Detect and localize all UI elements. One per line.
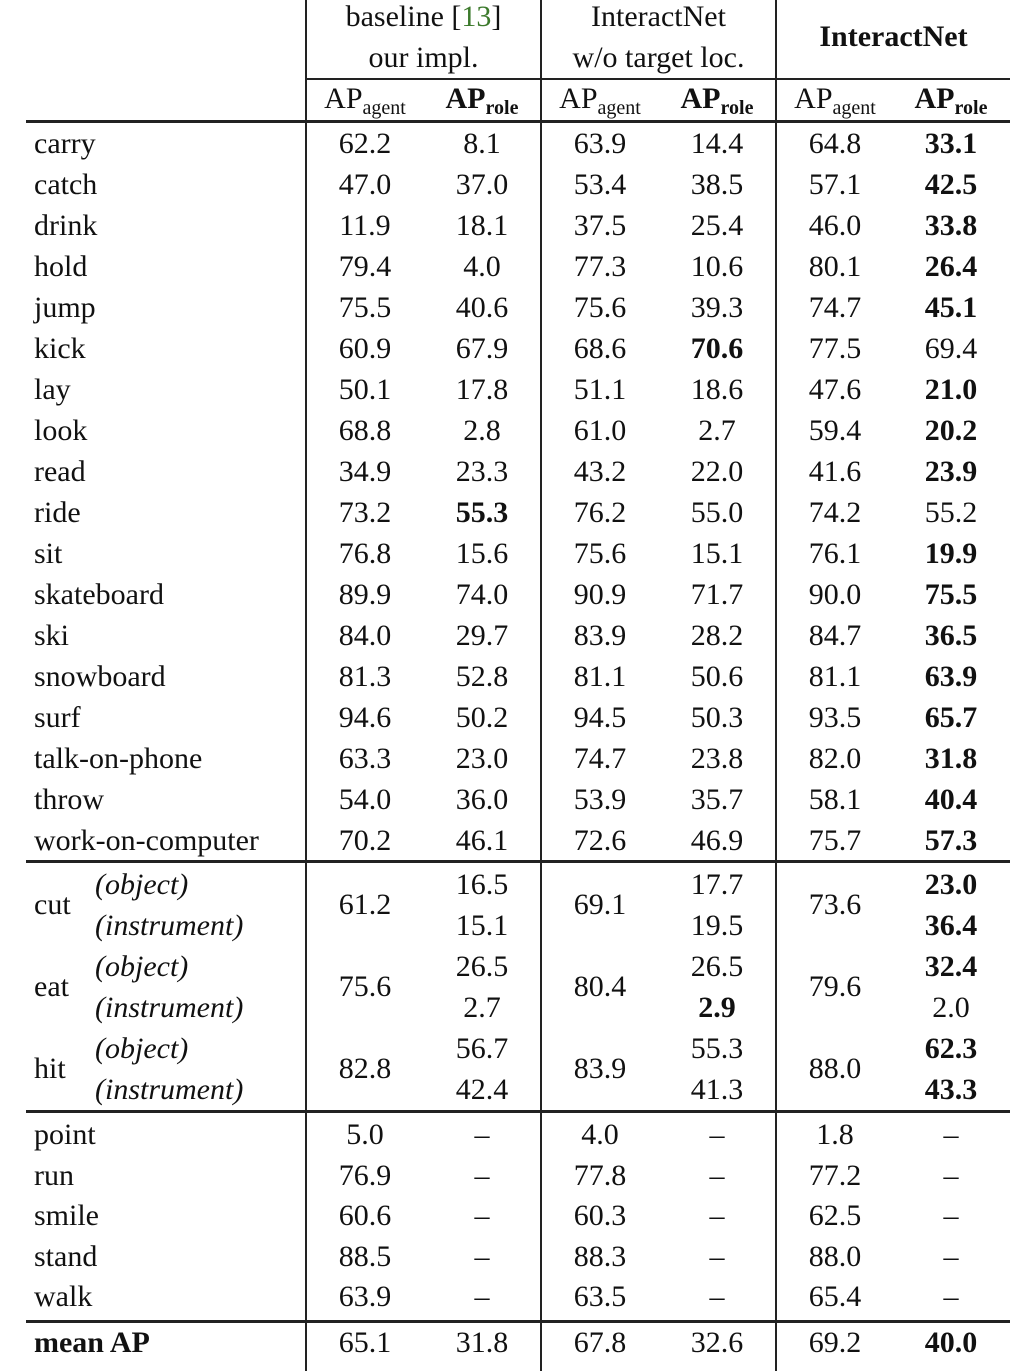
table-cell: 52.8: [455, 660, 509, 693]
table-cell: –: [943, 1280, 959, 1314]
ap-agent-header: [535, 82, 665, 119]
table-cell: 19.9: [924, 537, 978, 570]
table-cell: 43.3: [924, 1073, 978, 1106]
header-baseline-line1-pre: baseline [: [345, 0, 462, 33]
table-cell: 26.5: [455, 950, 509, 983]
table-cell: –: [474, 1280, 490, 1314]
table-cell: 62.5: [808, 1199, 862, 1233]
table-cell: 36.0: [455, 783, 509, 816]
table-cell: 75.6: [573, 291, 627, 324]
table-cell: 75.6: [338, 970, 392, 1003]
role-label: (object): [95, 868, 189, 901]
agent-subscript: agent: [832, 97, 876, 119]
table-cell: –: [709, 1239, 725, 1273]
table-cell: 42.4: [455, 1073, 509, 1106]
table-cell: 22.0: [690, 455, 744, 488]
table-cell: 55.3: [455, 496, 509, 529]
table-cell: 75.5: [924, 578, 978, 611]
table-cell: 94.5: [573, 701, 627, 734]
ap-agent-header: [300, 82, 430, 119]
row-label: talk-on-phone: [34, 742, 203, 775]
table-cell: 53.9: [573, 783, 627, 816]
table-cell: 40.4: [924, 783, 978, 816]
row-label: stand: [34, 1239, 98, 1273]
table-cell: 38.5: [690, 168, 744, 201]
ap-label: AP: [559, 82, 598, 115]
table-cell: 43.2: [573, 455, 627, 488]
table-cell: 2.0: [932, 991, 970, 1024]
row-label: snowboard: [34, 660, 166, 693]
table-cell: 79.6: [808, 970, 862, 1003]
table-cell: 2.9: [698, 991, 736, 1024]
table-cell: 41.6: [808, 455, 862, 488]
table-cell: 74.2: [808, 496, 862, 529]
table-cell: 40.6: [455, 291, 509, 324]
table-cell: 15.1: [455, 909, 509, 942]
table-cell: 57.3: [924, 824, 978, 857]
table-cell: 57.1: [808, 168, 862, 201]
role-label: (object): [95, 950, 189, 983]
table-cell: 37.0: [455, 168, 509, 201]
table-cell: 81.1: [573, 660, 627, 693]
table-cell: 63.3: [338, 742, 392, 775]
table-cell: 82.0: [808, 742, 862, 775]
row-label: jump: [34, 291, 96, 324]
table-cell: 69.4: [924, 332, 978, 365]
table-cell: 33.8: [924, 209, 978, 242]
table-cell: 69.1: [573, 888, 627, 921]
row-label: ride: [34, 496, 81, 529]
table-cell: 4.0: [581, 1118, 619, 1151]
row-label: drink: [34, 209, 98, 242]
table-cell: 88.0: [808, 1239, 862, 1273]
row-label: throw: [34, 783, 104, 816]
table-cell: 67.8: [573, 1326, 627, 1359]
table-cell: 76.9: [338, 1158, 392, 1192]
row-label: skateboard: [34, 578, 164, 611]
table-cell: 70.2: [338, 824, 392, 857]
table-cell: 11.9: [339, 209, 391, 242]
table-cell: 17.8: [455, 373, 509, 406]
table-cell: 36.4: [924, 909, 978, 942]
table-cell: 62.3: [924, 1032, 978, 1065]
table-cell: 73.2: [338, 496, 392, 529]
table-cell: 35.7: [690, 783, 744, 816]
table-cell: 89.9: [338, 578, 392, 611]
ap-label: AP: [914, 82, 955, 115]
table-cell: 15.6: [455, 537, 509, 570]
table-cell: 19.5: [690, 909, 744, 942]
table-cell: 51.1: [573, 373, 627, 406]
citation-link[interactable]: 13: [461, 0, 492, 33]
ap-agent-header: [770, 82, 900, 119]
ap-role-header: [886, 82, 1016, 119]
table-cell: 23.3: [455, 455, 509, 488]
row-label: smile: [34, 1199, 99, 1233]
table-cell: 23.9: [924, 455, 978, 488]
table-cell: 83.9: [573, 619, 627, 652]
role-label: (instrument): [95, 1073, 244, 1106]
role-subscript: role: [720, 97, 754, 119]
row-label: surf: [34, 701, 81, 734]
table-cell: 88.3: [573, 1239, 627, 1273]
table-cell: 31.8: [455, 1326, 509, 1359]
table-cell: 60.9: [338, 332, 392, 365]
table-cell: 18.1: [455, 209, 509, 242]
role-label: (instrument): [95, 909, 244, 942]
header-baseline-line2: our impl.: [368, 41, 479, 74]
table-cell: 23.8: [690, 742, 744, 775]
table-cell: 29.7: [455, 619, 509, 652]
table-cell: 65.4: [808, 1280, 862, 1314]
table-cell: 55.0: [690, 496, 744, 529]
table-cell: 63.5: [573, 1280, 627, 1314]
table-cell: 76.8: [338, 537, 392, 570]
ap-role-header: [417, 82, 547, 119]
table-cell: 4.0: [463, 250, 501, 283]
table-cell: 32.6: [690, 1326, 744, 1359]
table-cell: 26.4: [924, 250, 978, 283]
header-interactnet: InteractNet: [819, 20, 968, 53]
table-cell: 75.6: [573, 537, 627, 570]
row-label: carry: [34, 127, 96, 160]
table-cell: 60.6: [338, 1199, 392, 1233]
table-cell: 82.8: [338, 1052, 392, 1085]
table-cell: 34.9: [338, 455, 392, 488]
table-cell: 50.3: [690, 701, 744, 734]
table-cell: 33.1: [924, 127, 978, 160]
table-cell: 2.7: [463, 991, 501, 1024]
table-cell: –: [943, 1158, 959, 1192]
table-cell: 18.6: [690, 373, 744, 406]
table-cell: 8.1: [463, 127, 501, 160]
table-cell: 39.3: [690, 291, 744, 324]
table-cell: 5.0: [346, 1118, 384, 1151]
table-cell: 75.5: [338, 291, 392, 324]
table-cell: 55.3: [690, 1032, 744, 1065]
table-cell: 31.8: [924, 742, 978, 775]
table-cell: 65.7: [924, 701, 978, 734]
table-cell: 23.0: [924, 868, 978, 901]
table-cell: 88.5: [338, 1239, 392, 1273]
row-label: cut: [34, 888, 71, 921]
header-interactnet-notarget-line2: w/o target loc.: [572, 41, 745, 74]
row-label: catch: [34, 168, 98, 201]
table-cell: 47.6: [808, 373, 862, 406]
table-cell: 17.7: [690, 868, 744, 901]
table-cell: –: [474, 1239, 490, 1273]
table-cell: 46.0: [808, 209, 862, 242]
row-label: hit: [34, 1052, 66, 1085]
table-cell: –: [709, 1280, 725, 1314]
table-cell: 76.1: [808, 537, 862, 570]
table-cell: 50.1: [338, 373, 392, 406]
row-label-mean: mean AP: [34, 1326, 150, 1359]
table-cell: 46.9: [690, 824, 744, 857]
table-cell: 2.8: [463, 414, 501, 447]
table-cell: 50.2: [455, 701, 509, 734]
table-cell: 14.4: [690, 127, 744, 160]
table-cell: 37.5: [573, 209, 627, 242]
agent-subscript: agent: [362, 97, 406, 119]
row-label: point: [34, 1118, 96, 1151]
table-cell: 83.9: [573, 1052, 627, 1085]
agent-subscript: agent: [597, 97, 641, 119]
table-cell: 41.3: [690, 1073, 744, 1106]
table-cell: 84.7: [808, 619, 862, 652]
table-cell: 15.1: [690, 537, 744, 570]
table-cell: 61.2: [338, 888, 392, 921]
header-baseline-line1-post: ]: [491, 0, 502, 33]
table-cell: 58.1: [808, 783, 862, 816]
table-cell: 1.8: [816, 1118, 854, 1151]
table-cell: 40.0: [924, 1326, 978, 1359]
table-cell: 64.8: [808, 127, 862, 160]
row-label: walk: [34, 1280, 93, 1314]
table-cell: 80.4: [573, 970, 627, 1003]
table-cell: 68.6: [573, 332, 627, 365]
table-cell: 74.7: [808, 291, 862, 324]
table-cell: 45.1: [924, 291, 978, 324]
table-cell: 63.9: [573, 127, 627, 160]
table-cell: 70.6: [690, 332, 744, 365]
table-cell: 46.1: [455, 824, 509, 857]
role-subscript: role: [485, 97, 519, 119]
table-cell: 88.0: [808, 1052, 862, 1085]
ap-label: AP: [445, 82, 486, 115]
header-divider: [305, 78, 1010, 80]
table-cell: 80.1: [808, 250, 862, 283]
row-label: sit: [34, 537, 63, 570]
section-rule: [26, 860, 1010, 863]
table-cell: 68.8: [338, 414, 392, 447]
table-cell: 60.3: [573, 1199, 627, 1233]
header-rule: [26, 120, 1010, 123]
table-cell: –: [709, 1158, 725, 1192]
section-rule: [26, 1110, 1010, 1113]
table-cell: 47.0: [338, 168, 392, 201]
table-cell: 10.6: [690, 250, 744, 283]
table-cell: 73.6: [808, 888, 862, 921]
header-interactnet-notarget: InteractNet: [591, 0, 726, 33]
table-cell: –: [709, 1199, 725, 1233]
table-cell: 77.2: [808, 1158, 862, 1192]
table-cell: –: [943, 1199, 959, 1233]
table-cell: 61.0: [573, 414, 627, 447]
table-cell: 75.7: [808, 824, 862, 857]
table-cell: 90.9: [573, 578, 627, 611]
row-label: lay: [34, 373, 71, 406]
table-cell: 63.9: [924, 660, 978, 693]
table-cell: 32.4: [924, 950, 978, 983]
table-cell: 2.7: [698, 414, 736, 447]
table-cell: 26.5: [690, 950, 744, 983]
table-cell: 16.5: [455, 868, 509, 901]
column-divider: [775, 0, 777, 1371]
row-label: hold: [34, 250, 88, 283]
header-baseline: [307, 0, 540, 34]
table-cell: –: [709, 1118, 725, 1151]
table-cell: 25.4: [690, 209, 744, 242]
table-cell: 42.5: [924, 168, 978, 201]
table-cell: –: [474, 1118, 490, 1151]
table-cell: 21.0: [924, 373, 978, 406]
role-label: (object): [95, 1032, 189, 1065]
row-label: run: [34, 1158, 74, 1192]
table-cell: 77.5: [808, 332, 862, 365]
table-cell: 84.0: [338, 619, 392, 652]
table-cell: –: [943, 1239, 959, 1273]
table-cell: 62.2: [338, 127, 392, 160]
table-cell: 81.1: [808, 660, 862, 693]
table-cell: 63.9: [338, 1280, 392, 1314]
table-cell: 67.9: [455, 332, 509, 365]
table-cell: –: [943, 1118, 959, 1151]
column-divider: [540, 0, 542, 1371]
table-cell: 36.5: [924, 619, 978, 652]
ap-label: AP: [680, 82, 721, 115]
table-cell: 79.4: [338, 250, 392, 283]
section-rule: [26, 1320, 1010, 1323]
table-cell: 20.2: [924, 414, 978, 447]
table-cell: 71.7: [690, 578, 744, 611]
table-cell: 69.2: [808, 1326, 862, 1359]
role-subscript: role: [954, 97, 988, 119]
ap-role-header: [652, 82, 782, 119]
table-cell: 56.7: [455, 1032, 509, 1065]
table-cell: 90.0: [808, 578, 862, 611]
table-cell: 55.2: [924, 496, 978, 529]
table-cell: 59.4: [808, 414, 862, 447]
row-label: eat: [34, 970, 69, 1003]
table-cell: 74.7: [573, 742, 627, 775]
table-cell: 72.6: [573, 824, 627, 857]
table-cell: 77.3: [573, 250, 627, 283]
table-cell: 94.6: [338, 701, 392, 734]
row-label: ski: [34, 619, 70, 652]
ap-label: AP: [324, 82, 363, 115]
table-cell: –: [474, 1158, 490, 1192]
table-cell: 74.0: [455, 578, 509, 611]
row-label: work-on-computer: [34, 824, 259, 857]
table-cell: 54.0: [338, 783, 392, 816]
table-cell: 23.0: [455, 742, 509, 775]
table-cell: 28.2: [690, 619, 744, 652]
row-label: kick: [34, 332, 86, 365]
row-label: look: [34, 414, 88, 447]
ap-label: AP: [794, 82, 833, 115]
row-label: read: [34, 455, 86, 488]
column-divider: [305, 0, 307, 1371]
table-cell: –: [474, 1199, 490, 1233]
table-cell: 93.5: [808, 701, 862, 734]
table-cell: 53.4: [573, 168, 627, 201]
table-cell: 65.1: [338, 1326, 392, 1359]
role-label: (instrument): [95, 991, 244, 1024]
table-cell: 77.8: [573, 1158, 627, 1192]
table-cell: 50.6: [690, 660, 744, 693]
table-cell: 81.3: [338, 660, 392, 693]
table-cell: 76.2: [573, 496, 627, 529]
